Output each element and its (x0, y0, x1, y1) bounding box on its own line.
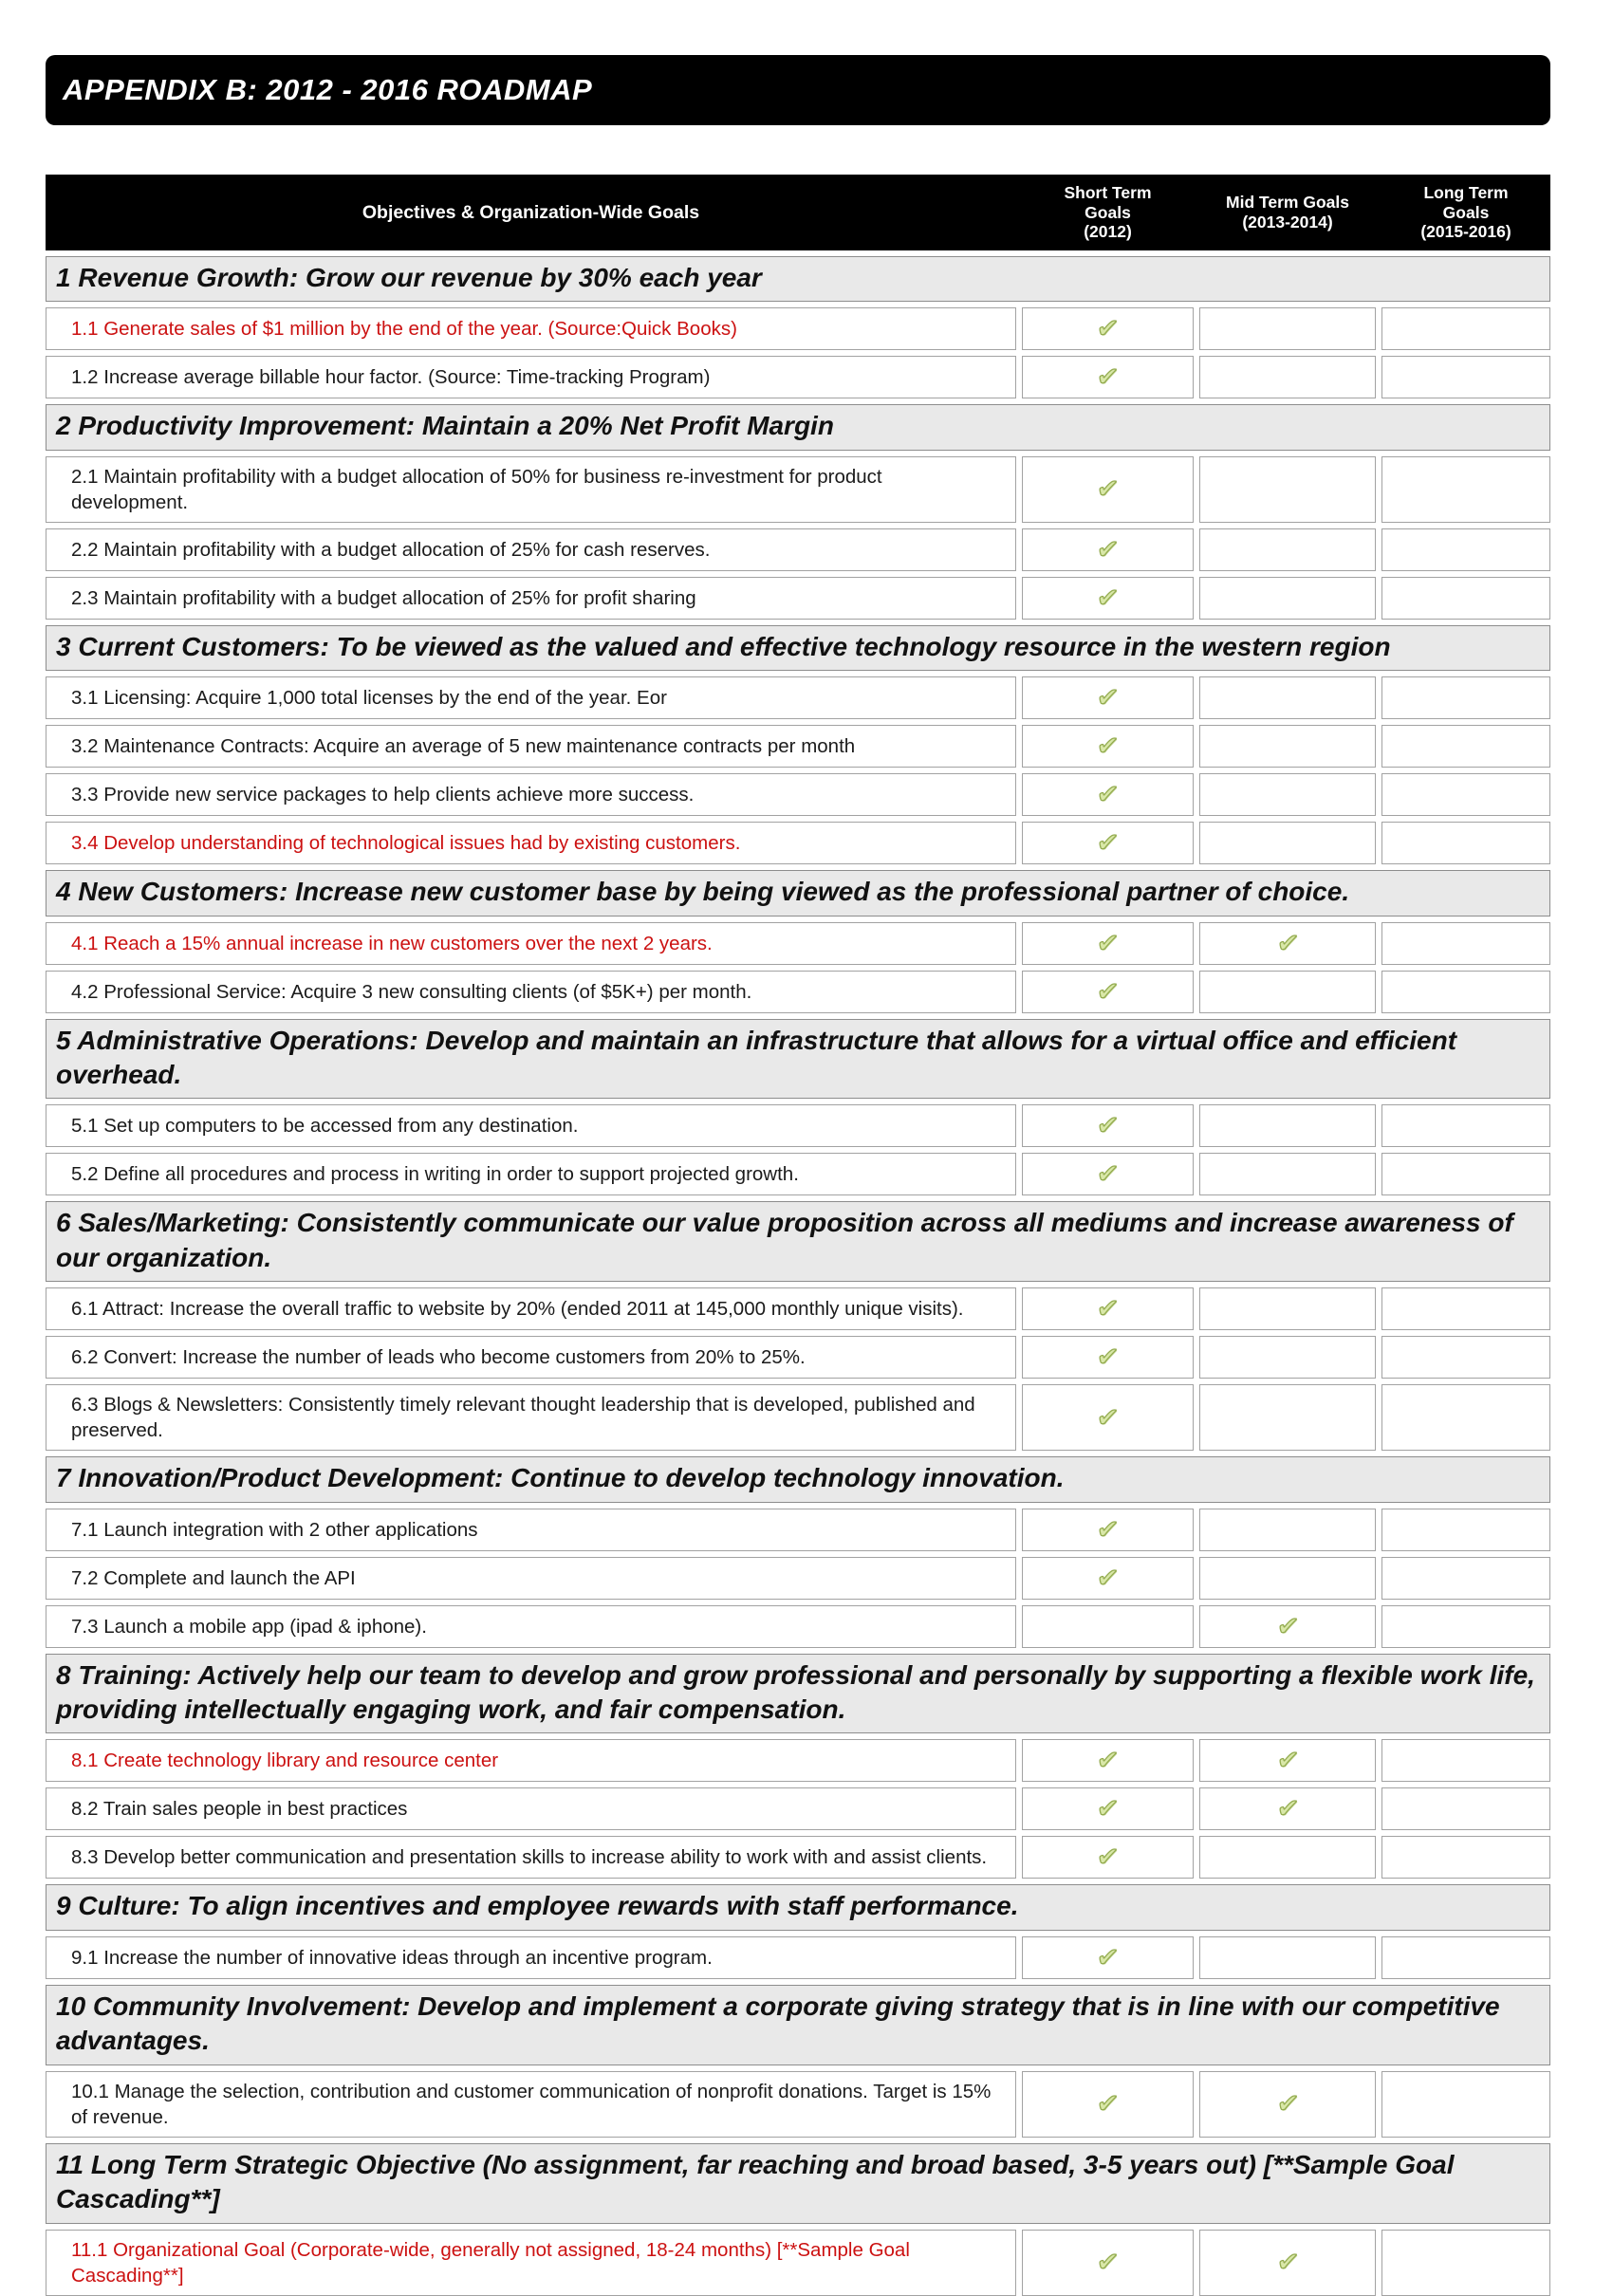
check-icon: ✔ (1095, 1794, 1121, 1824)
short-term-goal-cell (1022, 822, 1194, 864)
objective-text: 4.1 Reach a 15% annual increase in new customers over the next 2 years. (71, 932, 713, 954)
mid-term-goal-cell (1199, 1739, 1376, 1782)
column-header-objectives: Objectives & Organization-Wide Goals (362, 201, 700, 223)
short-term-goal-cell (1022, 307, 1194, 350)
long-term-goal-cell (1381, 1336, 1550, 1379)
objective-text: 7.3 Launch a mobile app (ipad & iphone). (71, 1615, 427, 1638)
long-term-goal-cell (1381, 922, 1550, 965)
short-term-goal-cell (1022, 773, 1194, 816)
long-term-goal-cell (1381, 822, 1550, 864)
column-header-long-term-years: (2015-2016) (1420, 222, 1511, 242)
objective-text: 11.1 Organizational Goal (Corporate-wide, generally not assigned, 18-24 months) [**Sample Goal Cascading**] (71, 2238, 910, 2287)
column-header-long-term-label: Long Term Goals (1423, 183, 1509, 222)
check-icon: ✔ (1095, 1842, 1121, 1872)
check-icon: ✔ (1095, 583, 1121, 612)
section-header-8: 8 Training: Actively help our team to develop and grow professional and personally by supporting a flexible work life, providing intellectually engaging work, and fair compensation. (46, 1654, 1550, 1734)
objective-text: 7.1 Launch integration with 2 other applications (71, 1518, 478, 1541)
objective-row-text (46, 1287, 1016, 1330)
check-icon: ✔ (1095, 1402, 1121, 1432)
objective-row-text (46, 1836, 1016, 1879)
objective-text: 3.1 Licensing: Acquire 1,000 total licenses by the end of the year. Eor (71, 687, 667, 710)
mid-term-goal-cell (1199, 1836, 1376, 1879)
long-term-goal-cell (1381, 1104, 1550, 1147)
short-term-goal-cell (1022, 1787, 1194, 1830)
objective-row-text (46, 1557, 1016, 1600)
short-term-goal-cell (1022, 577, 1194, 620)
mid-term-goal-cell (1199, 1336, 1376, 1379)
long-term-goal-cell (1381, 1605, 1550, 1648)
long-term-goal-cell (1381, 676, 1550, 719)
short-term-goal-cell (1022, 2071, 1194, 2138)
long-term-goal-cell (1381, 2230, 1550, 2296)
check-icon: ✔ (1095, 2089, 1121, 2119)
objective-text: 6.2 Convert: Increase the number of leads who become customers from 20% to 25%. (71, 1346, 806, 1369)
objective-text: 3.2 Maintenance Contracts: Acquire an average of 5 new maintenance contracts per month (71, 735, 856, 758)
column-header-short-term-years: (2012) (1084, 222, 1132, 242)
section-header-3: 3 Current Customers: To be viewed as the valued and effective technology resource in the western region (46, 625, 1550, 671)
mid-term-goal-cell (1199, 676, 1376, 719)
objective-row-text (46, 971, 1016, 1013)
objective-row-text (46, 1509, 1016, 1551)
objective-row-text (46, 1104, 1016, 1147)
long-term-goal-cell (1381, 356, 1550, 398)
objective-text: 1.1 Generate sales of $1 million by the end of the year. (Source:Quick Books) (71, 318, 737, 341)
long-term-goal-cell (1381, 971, 1550, 1013)
column-header-mid-term (1199, 193, 1376, 231)
column-header-mid-term-years: (2013-2014) (1242, 213, 1333, 231)
mid-term-goal-cell (1199, 2071, 1376, 2138)
short-term-goal-cell (1022, 528, 1194, 571)
objective-row-text (46, 528, 1016, 571)
objective-text: 4.2 Professional Service: Acquire 3 new consulting clients (of $5K+) per month. (71, 980, 752, 1003)
objective-row-text (46, 1936, 1016, 1979)
long-term-goal-cell (1381, 307, 1550, 350)
mid-term-goal-cell (1199, 356, 1376, 398)
section-header-9: 9 Culture: To align incentives and employee rewards with staff performance. (46, 1884, 1550, 1930)
objective-row-text (46, 456, 1016, 523)
long-term-goal-cell (1381, 577, 1550, 620)
short-term-goal-cell (1022, 1836, 1194, 1879)
mid-term-goal-cell (1199, 1557, 1376, 1600)
long-term-goal-cell (1381, 2071, 1550, 2138)
objective-text: 3.3 Provide new service packages to help clients achieve more success. (71, 784, 695, 806)
mid-term-goal-cell (1199, 528, 1376, 571)
section-header-4: 4 New Customers: Increase new customer base by being viewed as the professional partner of choice. (46, 870, 1550, 916)
check-icon: ✔ (1095, 362, 1121, 392)
column-header-short-term-label: Short Term Goals (1064, 183, 1152, 222)
objective-text: 5.1 Set up computers to be accessed from any destination. (71, 1115, 579, 1138)
mid-term-goal-cell (1199, 456, 1376, 523)
objective-text: 5.2 Define all procedures and process in writing in order to support projected growth. (71, 1163, 799, 1186)
objective-row-text (46, 356, 1016, 398)
objective-row-text (46, 1336, 1016, 1379)
roadmap-table (46, 175, 1550, 2296)
mid-term-goal-cell (1199, 1787, 1376, 1830)
mid-term-goal-cell (1199, 922, 1376, 965)
objective-text: 8.2 Train sales people in best practices (71, 1798, 408, 1821)
objective-row-text (46, 307, 1016, 350)
long-term-goal-cell (1381, 1509, 1550, 1551)
section-header-6: 6 Sales/Marketing: Consistently communicate our value proposition across all mediums and increase awareness of our organization. (46, 1201, 1550, 1282)
mid-term-goal-cell (1199, 822, 1376, 864)
short-term-goal-cell (1022, 1384, 1194, 1451)
objective-row-text (46, 676, 1016, 719)
check-icon: ✔ (1275, 1746, 1300, 1775)
section-header-1: 1 Revenue Growth: Grow our revenue by 30% each year (46, 256, 1550, 302)
long-term-goal-cell (1381, 1153, 1550, 1195)
check-icon: ✔ (1095, 1111, 1121, 1140)
check-icon: ✔ (1275, 1611, 1300, 1640)
check-icon: ✔ (1095, 1294, 1121, 1324)
objective-row-text (46, 922, 1016, 965)
objective-row-text (46, 1787, 1016, 1830)
objective-text: 8.3 Develop better communication and presentation skills to increase ability to work with and assist clients. (71, 1846, 988, 1869)
section-header-11: 11 Long Term Strategic Objective (No assignment, far reaching and broad based, 3-5 years out) [**Sample Goal Cascading**] (46, 2143, 1550, 2224)
mid-term-goal-cell (1199, 1384, 1376, 1451)
mid-term-goal-cell (1199, 1104, 1376, 1147)
section-header-10: 10 Community Involvement: Develop and implement a corporate giving strategy that is in line with our competitive advantages. (46, 1985, 1550, 2065)
objective-text: 3.4 Develop understanding of technological issues had by existing customers. (71, 832, 741, 855)
objective-row-text (46, 1739, 1016, 1782)
short-term-goal-cell (1022, 2230, 1194, 2296)
long-term-goal-cell (1381, 1287, 1550, 1330)
long-term-goal-cell (1381, 1936, 1550, 1979)
column-header-long-term (1381, 183, 1550, 242)
objective-row-text (46, 773, 1016, 816)
check-icon: ✔ (1095, 828, 1121, 858)
objective-text: 10.1 Manage the selection, contribution and customer communication of nonprofit donations. Target is 15% of revenue. (71, 2080, 992, 2128)
check-icon: ✔ (1095, 1563, 1121, 1592)
short-term-goal-cell (1022, 1104, 1194, 1147)
short-term-goal-cell (1022, 1605, 1194, 1648)
mid-term-goal-cell (1199, 725, 1376, 768)
mid-term-goal-cell (1199, 1153, 1376, 1195)
short-term-goal-cell (1022, 725, 1194, 768)
short-term-goal-cell (1022, 1739, 1194, 1782)
objective-row-text (46, 1605, 1016, 1648)
mid-term-goal-cell (1199, 773, 1376, 816)
mid-term-goal-cell (1199, 971, 1376, 1013)
check-icon: ✔ (1275, 2248, 1300, 2277)
mid-term-goal-cell (1199, 1936, 1376, 1979)
objective-row-text (46, 2230, 1016, 2296)
long-term-goal-cell (1381, 773, 1550, 816)
objective-text: 2.1 Maintain profitability with a budget allocation of 50% for business re-investment for product development. (71, 465, 882, 513)
table-header-row (46, 175, 1550, 250)
check-icon: ✔ (1095, 314, 1121, 343)
objective-text: 2.2 Maintain profitability with a budget allocation of 25% for cash reserves. (71, 538, 711, 561)
objective-text: 6.3 Blogs & Newsletters: Consistently timely relevant thought leadership that is developed, published and preserved. (71, 1394, 975, 1442)
section-header-2: 2 Productivity Improvement: Maintain a 20% Net Profit Margin (46, 404, 1550, 450)
short-term-goal-cell (1022, 971, 1194, 1013)
short-term-goal-cell (1022, 1287, 1194, 1330)
check-icon: ✔ (1095, 780, 1121, 809)
short-term-goal-cell (1022, 922, 1194, 965)
check-icon: ✔ (1095, 474, 1121, 504)
section-header-5: 5 Administrative Operations: Develop and maintain an infrastructure that allows for a virtual office and efficient overhead. (46, 1019, 1550, 1100)
column-header-short-term (1022, 183, 1194, 242)
objective-row-text (46, 822, 1016, 864)
objective-text: 2.3 Maintain profitability with a budget allocation of 25% for profit sharing (71, 586, 696, 609)
objective-row-text (46, 577, 1016, 620)
objective-text: 6.1 Attract: Increase the overall traffic to website by 20% (ended 2011 at 145,000 monthly unique visits). (71, 1298, 964, 1321)
mid-term-goal-cell (1199, 577, 1376, 620)
objective-text: 7.2 Complete and launch the API (71, 1566, 356, 1589)
long-term-goal-cell (1381, 1384, 1550, 1451)
short-term-goal-cell (1022, 1557, 1194, 1600)
page-title-bar (46, 55, 1550, 125)
long-term-goal-cell (1381, 456, 1550, 523)
objective-row-text (46, 1153, 1016, 1195)
objective-row-text (46, 1384, 1016, 1451)
check-icon: ✔ (1095, 1159, 1121, 1189)
check-icon: ✔ (1095, 976, 1121, 1006)
check-icon: ✔ (1095, 2248, 1121, 2277)
short-term-goal-cell (1022, 1153, 1194, 1195)
short-term-goal-cell (1022, 1936, 1194, 1979)
objective-row-text (46, 2071, 1016, 2138)
check-icon: ✔ (1275, 1794, 1300, 1824)
objective-text: 9.1 Increase the number of innovative ideas through an incentive program. (71, 1946, 713, 1969)
check-icon: ✔ (1095, 1342, 1121, 1372)
check-icon: ✔ (1275, 928, 1300, 957)
check-icon: ✔ (1095, 534, 1121, 564)
short-term-goal-cell (1022, 676, 1194, 719)
short-term-goal-cell (1022, 1509, 1194, 1551)
mid-term-goal-cell (1199, 1287, 1376, 1330)
long-term-goal-cell (1381, 1836, 1550, 1879)
check-icon: ✔ (1095, 683, 1121, 713)
short-term-goal-cell (1022, 1336, 1194, 1379)
column-header-mid-term-label: Mid Term Goals (1226, 193, 1349, 213)
long-term-goal-cell (1381, 1739, 1550, 1782)
check-icon: ✔ (1275, 2089, 1300, 2119)
long-term-goal-cell (1381, 1787, 1550, 1830)
short-term-goal-cell (1022, 356, 1194, 398)
objective-text: 8.1 Create technology library and resource center (71, 1750, 499, 1772)
page-title: APPENDIX B: 2012 - 2016 ROADMAP (63, 73, 593, 106)
mid-term-goal-cell (1199, 307, 1376, 350)
check-icon: ✔ (1095, 1942, 1121, 1972)
long-term-goal-cell (1381, 1557, 1550, 1600)
long-term-goal-cell (1381, 725, 1550, 768)
check-icon: ✔ (1095, 731, 1121, 761)
check-icon: ✔ (1095, 1514, 1121, 1544)
mid-term-goal-cell (1199, 1605, 1376, 1648)
objective-text: 1.2 Increase average billable hour factor. (Source: Time-tracking Program) (71, 366, 711, 389)
long-term-goal-cell (1381, 528, 1550, 571)
check-icon: ✔ (1095, 928, 1121, 957)
check-icon: ✔ (1095, 1746, 1121, 1775)
objective-row-text (46, 725, 1016, 768)
mid-term-goal-cell (1199, 2230, 1376, 2296)
short-term-goal-cell (1022, 456, 1194, 523)
section-header-7: 7 Innovation/Product Development: Continue to develop technology innovation. (46, 1456, 1550, 1502)
mid-term-goal-cell (1199, 1509, 1376, 1551)
